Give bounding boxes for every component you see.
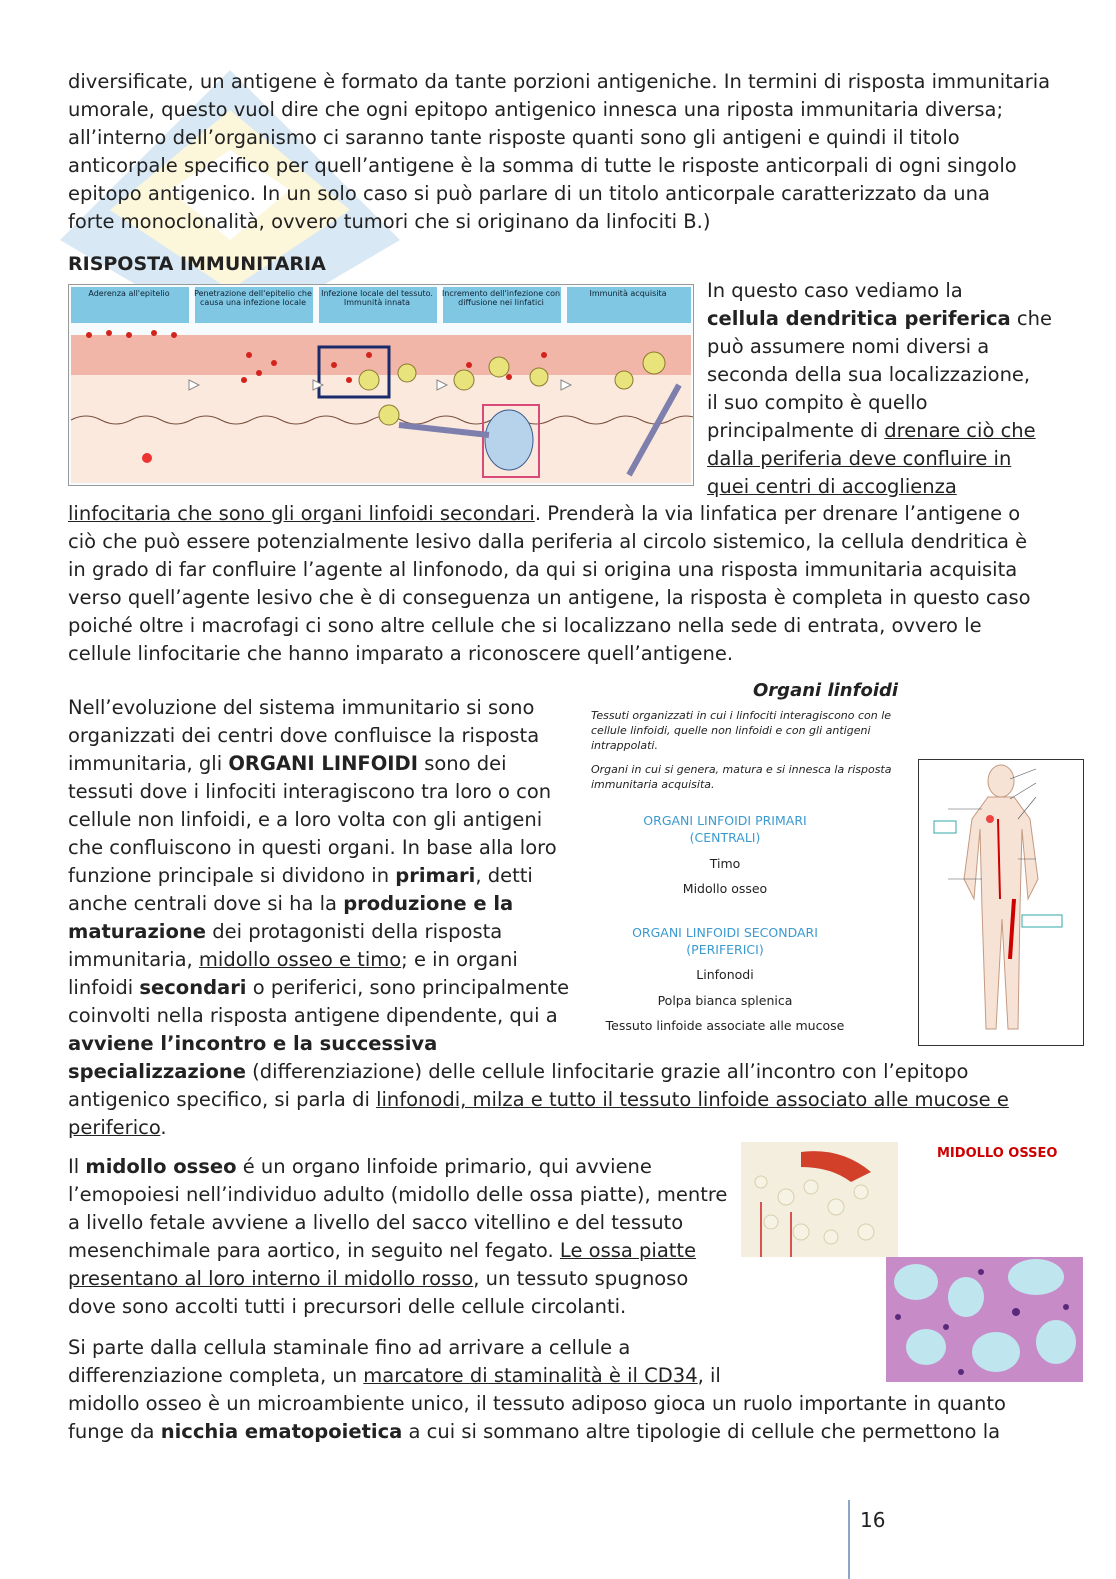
panel-label-1: Aderenza all'epitelio	[88, 289, 170, 298]
fig-organi-desc2: Organi in cui si genera, matura e si innesca la risposta immunitaria acquisita.	[591, 763, 892, 791]
panel-label-4: Incremento dell'infezione con diffusione nei linfatici	[441, 289, 561, 307]
panel-label-3: Infezione locale del tessuto. Immunità innata	[321, 289, 433, 307]
fig-linfonodi: Linfonodi	[696, 967, 754, 982]
organi-linfoidi-figure	[585, 678, 1085, 1046]
fig-timo: Timo	[709, 856, 741, 871]
fig-polpa: Polpa bianca splenica	[657, 993, 793, 1008]
page-number: 16	[860, 1508, 886, 1532]
infection-stages-illustration	[69, 285, 693, 485]
intro-paragraph: diversificate, un antigene è formato da tante porzioni antigeniche. In termini di risposta immunitaria umorale, questo vuol dire che ogni epitopo antigenico innesca una riposta immunitaria diversa; all’interno dell’organismo ci saranno tante risposte quanti sono gli antigeni e quindi il titolo anticorpale specifico per quell’antigene è la somma di tutte le risposte anticorpali di ogni singolo epitopo antigenico. In un solo caso si può parlare di un titolo anticorpale caratterizzato da una forte monoclonalità, ovvero tumori che si originano da linfociti B.)	[68, 70, 1051, 233]
human-body-illustration	[918, 759, 1084, 1046]
dendritic-side-text: In questo caso vediamo la cellula dendritica periferica che può assumere nomi diversi a seconda della sua localizzazione, il suo compito è quello principalmente di drenare ciò che dalla periferia deve confluire in quei centri di accoglienza	[707, 279, 1052, 498]
fig-primari-heading: ORGANI LINFOIDI PRIMARI (CENTRALI)	[643, 813, 807, 845]
panel-label-2: Penetrazione dell'epitelio che causa una infezione locale	[194, 289, 312, 307]
fig-organi-title: Organi linfoidi	[753, 680, 899, 701]
midollo-osseo-label: MIDOLLO OSSEO	[937, 1146, 1058, 1161]
panel-label-5: Immunità acquisita	[589, 289, 667, 298]
infection-stages-figure	[68, 284, 694, 486]
section-heading-risposta: RISPOSTA IMMUNITARIA	[68, 253, 326, 275]
fig-mucose: Tessuto linfoide associate alle mucose	[605, 1018, 845, 1033]
bone-section-illustration	[741, 1142, 898, 1257]
fig-midollo: Midollo osseo	[682, 881, 768, 896]
dendritic-paragraph: linfocitaria che sono gli organi linfoidi secondari. Prenderà la via linfatica per drenare l’antigene o ciò che può essere potenzialmente lesivo dalla periferia al circolo sistemico, la cellula dendritica è in grado di far confluire l’agente al linfonodo, da qui si origina una risposta immunitaria acquisita verso quell’agente lesivo che è di conseguenza un antigene, la risposta è completa in questo caso poiché oltre i macrofagi ci sono altre cellule che si localizzano nella sede di entrata, ovvero le cellule linfocitarie che hanno imparato a riconoscere quell’antigene.	[68, 502, 1031, 665]
page-number-rule	[848, 1500, 850, 1579]
staminale-paragraph: Si parte dalla cellula staminale fino ad arrivare a cellule a differenziazione completa, un marcatore di staminalità è il CD34, il midollo osseo è un microambiente unico, il tessuto adiposo gioca un ruolo importante in quanto funge da nicchia ematopoietica a cui si sommano altre tipologie di cellule che permettono la	[68, 1336, 1006, 1443]
midollo-paragraph: Il midollo osseo é un organo linfoide primario, qui avviene l’emopoiesi nell’individuo adulto (midollo delle ossa piatte), mentre a livello fetale avviene a livello del sacco vitellino e del tessuto mesenchimale para aortico, in seguito nel fegato. Le ossa piatte presentano al loro interno il midollo rosso, un tessuto spugnoso dove sono accolti tutti i precursori delle cellule circolanti.	[68, 1155, 728, 1318]
fig-secondari-heading: ORGANI LINFOIDI SECONDARI (PERIFERICI)	[632, 925, 818, 957]
organi-paragraph: Nell’evoluzione del sistema immunitario si sono organizzati dei centri dove confluisce la risposta immunitaria, gli ORGANI LINFOIDI sono dei tessuti dove i linfociti interagiscono tra loro o con cellule non linfoidi, e a loro volta con gli antigeni che confluiscono in questi organi. In base alla loro funzione principale si dividono in primari, detti anche centrali dove si ha la produzione e la maturazione dei protagonisti della risposta immunitaria, midollo osseo e timo; e in organi linfoidi secondari o periferici, sono principalmente coinvolti nella risposta antigene dipendente, qui a avviene l’incontro e la successiva specializzazione (differenziazione) delle cellule linfocitarie grazie all’incontro con l’epitopo antigenico specifico, si parla di linfonodi, milza e tutto il tessuto linfoide associato alle mucose e periferico.	[68, 696, 1009, 1139]
fig-organi-desc1: Tessuti organizzati in cui i linfociti interagiscono con le cellule linfoidi, quelle non linfoidi e con gli antigeni intrappolati.	[591, 709, 892, 752]
